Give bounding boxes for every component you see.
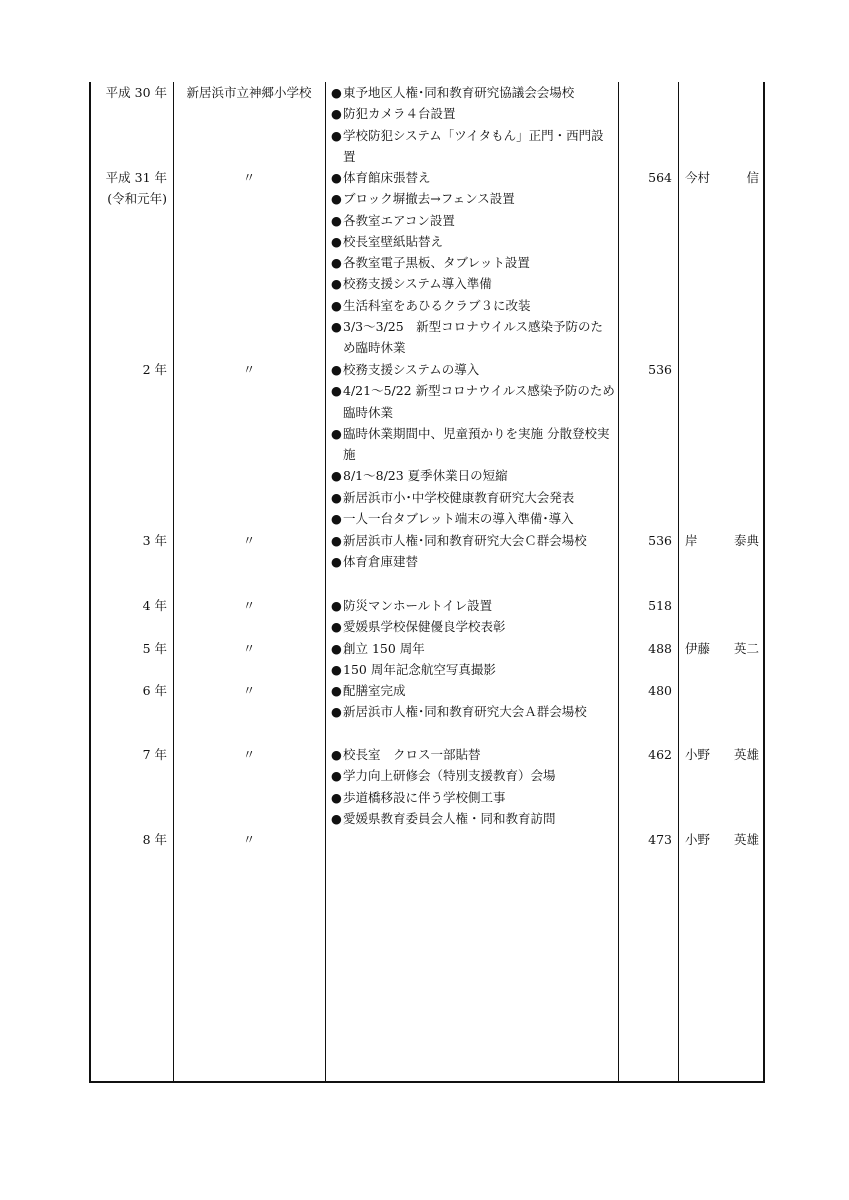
principal-given-name: 信 [746, 170, 759, 185]
principal-surname: 小野 [685, 832, 711, 847]
student-count: 518 [648, 598, 672, 613]
event-item: ●校長室 クロス一部貼替 [331, 744, 615, 765]
school-name: 〃 [242, 533, 256, 548]
event-item: ●一人一台タブレット端末の導入準備･導入 [331, 508, 615, 529]
event-item: ●ブロック塀撤去→フェンス設置 [331, 188, 615, 209]
year-cell [91, 595, 167, 616]
events-cell [331, 680, 615, 723]
bullet-icon: ● [331, 533, 342, 548]
bullet-icon: ● [331, 319, 342, 335]
principal-name [685, 167, 759, 188]
column-divider-year-school [173, 82, 174, 1081]
bullet-icon: ● [331, 212, 342, 228]
year-cell [91, 638, 167, 659]
principal-surname: 小野 [685, 747, 711, 762]
event-item: ●体育倉庫建替 [331, 551, 615, 572]
event-item: ●各教室エアコン設置 [331, 210, 615, 231]
events-cell [331, 530, 615, 573]
year-text: 8 年 [142, 832, 167, 847]
bullet-icon: ● [331, 85, 342, 100]
year-cell [91, 744, 167, 765]
bullet-icon: ● [331, 383, 342, 399]
events-cell [331, 595, 615, 638]
event-item: ●150 周年記念航空写真撮影 [331, 659, 615, 680]
bullet-icon: ● [331, 511, 342, 527]
event-item: ●3/3～3/25 新型コロナウイルス感染予防のため臨時休業 [331, 316, 615, 359]
bullet-icon: ● [331, 297, 342, 313]
principal-name [685, 638, 759, 659]
school-name: 〃 [242, 683, 256, 698]
events-cell [331, 82, 615, 167]
column-divider-school-events [325, 82, 326, 1081]
events-cell [331, 359, 615, 529]
bullet-icon: ● [331, 768, 342, 784]
event-item: ●校務支援システム導入準備 [331, 273, 615, 294]
year-text: 7 年 [142, 747, 167, 762]
bullet-icon: ● [331, 425, 342, 441]
school-name: 〃 [242, 832, 256, 847]
bullet-icon: ● [331, 810, 342, 826]
events-cell [331, 638, 615, 681]
year-cell [91, 829, 167, 850]
principal-surname: 伊藤 [685, 641, 711, 656]
year-text: 3 年 [142, 533, 167, 548]
bullet-icon: ● [331, 489, 342, 505]
year-text: 2 年 [142, 362, 167, 377]
events-cell [331, 167, 615, 359]
column-divider-events-students [618, 82, 619, 1081]
history-table [89, 82, 765, 1083]
event-item: ●防災マンホールトイレ設置 [331, 595, 615, 616]
principal-surname: 岸 [685, 533, 698, 548]
event-item: ●愛媛県教育委員会人権・同和教育訪問 [331, 808, 615, 829]
event-item: ●創立 150 周年 [331, 638, 615, 659]
school-name: 新居浜市立神郷小学校 [186, 85, 312, 100]
bullet-icon: ● [331, 233, 342, 249]
year-cell [91, 167, 167, 210]
bullet-icon: ● [331, 598, 342, 613]
bullet-icon: ● [331, 255, 342, 271]
year-cell [91, 359, 167, 380]
student-count: 536 [648, 533, 672, 548]
student-count: 473 [648, 832, 672, 847]
bullet-icon: ● [331, 276, 342, 292]
school-name: 〃 [242, 598, 256, 613]
principal-given-name: 泰典 [733, 533, 759, 548]
principal-name [685, 744, 759, 765]
event-item: ●4/21～5/22 新型コロナウイルス感染予防のため臨時休業 [331, 380, 615, 423]
student-count: 564 [648, 170, 672, 185]
year-text: 4 年 [142, 598, 167, 613]
event-item: ●新居浜市人権･同和教育研究大会Ｃ群会場校 [331, 530, 615, 551]
event-item: ●新居浜市人権･同和教育研究大会Ａ群会場校 [331, 701, 615, 722]
year-cell [91, 680, 167, 701]
event-item: ●各教室電子黒板、タブレット設置 [331, 252, 615, 273]
principal-surname: 今村 [685, 170, 711, 185]
school-name: 〃 [242, 747, 256, 762]
bullet-icon: ● [331, 747, 342, 762]
bullet-icon: ● [331, 127, 342, 143]
event-item: ●配膳室完成 [331, 680, 615, 701]
principal-name [685, 530, 759, 551]
year-text: 6 年 [142, 683, 167, 698]
column-divider-students-principal [678, 82, 679, 1081]
bullet-icon: ● [331, 362, 342, 377]
bullet-icon: ● [331, 619, 342, 635]
bullet-icon: ● [331, 191, 342, 207]
school-name: 〃 [242, 641, 256, 656]
student-count: 462 [648, 747, 672, 762]
bullet-icon: ● [331, 641, 342, 656]
principal-given-name: 英雄 [733, 747, 759, 762]
principal-given-name: 英雄 [733, 832, 759, 847]
year-text: (令和元年) [107, 191, 167, 207]
event-item: ●体育館床張替え [331, 167, 615, 188]
bullet-icon: ● [331, 170, 342, 185]
bullet-icon: ● [331, 683, 342, 698]
bullet-icon: ● [331, 789, 342, 805]
events-cell [331, 744, 615, 829]
event-item: ●校長室壁紙貼替え [331, 231, 615, 252]
principal-name [685, 829, 759, 850]
event-item: ●臨時休業期間中、児童預かりを実施 分散登校実施 [331, 423, 615, 466]
event-item: ●防犯カメラ４台設置 [331, 103, 615, 124]
event-item: ●新居浜市小･中学校健康教育研究大会発表 [331, 487, 615, 508]
bullet-icon: ● [331, 106, 342, 122]
bullet-icon: ● [331, 662, 342, 678]
year-text: 5 年 [142, 641, 167, 656]
year-text: 平成 31 年 [105, 170, 167, 185]
event-item: ●8/1～8/23 夏季休業日の短縮 [331, 465, 615, 486]
student-count: 488 [648, 641, 672, 656]
bullet-icon: ● [331, 704, 342, 720]
event-item: ●学校防犯システム「ツイタもん」正門・西門設置 [331, 125, 615, 168]
bullet-icon: ● [331, 468, 342, 484]
bullet-icon: ● [331, 554, 342, 570]
event-item: ●校務支援システムの導入 [331, 359, 615, 380]
event-item: ●学力向上研修会（特別支援教育）会場 [331, 765, 615, 786]
school-name: 〃 [242, 170, 256, 185]
year-cell [91, 82, 167, 103]
event-item: ●東予地区人権･同和教育研究協議会会場校 [331, 82, 615, 103]
event-item: ●歩道橋移設に伴う学校側工事 [331, 787, 615, 808]
year-cell [91, 530, 167, 551]
student-count: 480 [648, 683, 672, 698]
principal-given-name: 英二 [733, 641, 759, 656]
school-name: 〃 [242, 362, 256, 377]
event-item: ●生活科室をあひるクラブ３に改装 [331, 295, 615, 316]
student-count: 536 [648, 362, 672, 377]
year-text: 平成 30 年 [105, 85, 167, 100]
event-item: ●愛媛県学校保健優良学校表彰 [331, 616, 615, 637]
